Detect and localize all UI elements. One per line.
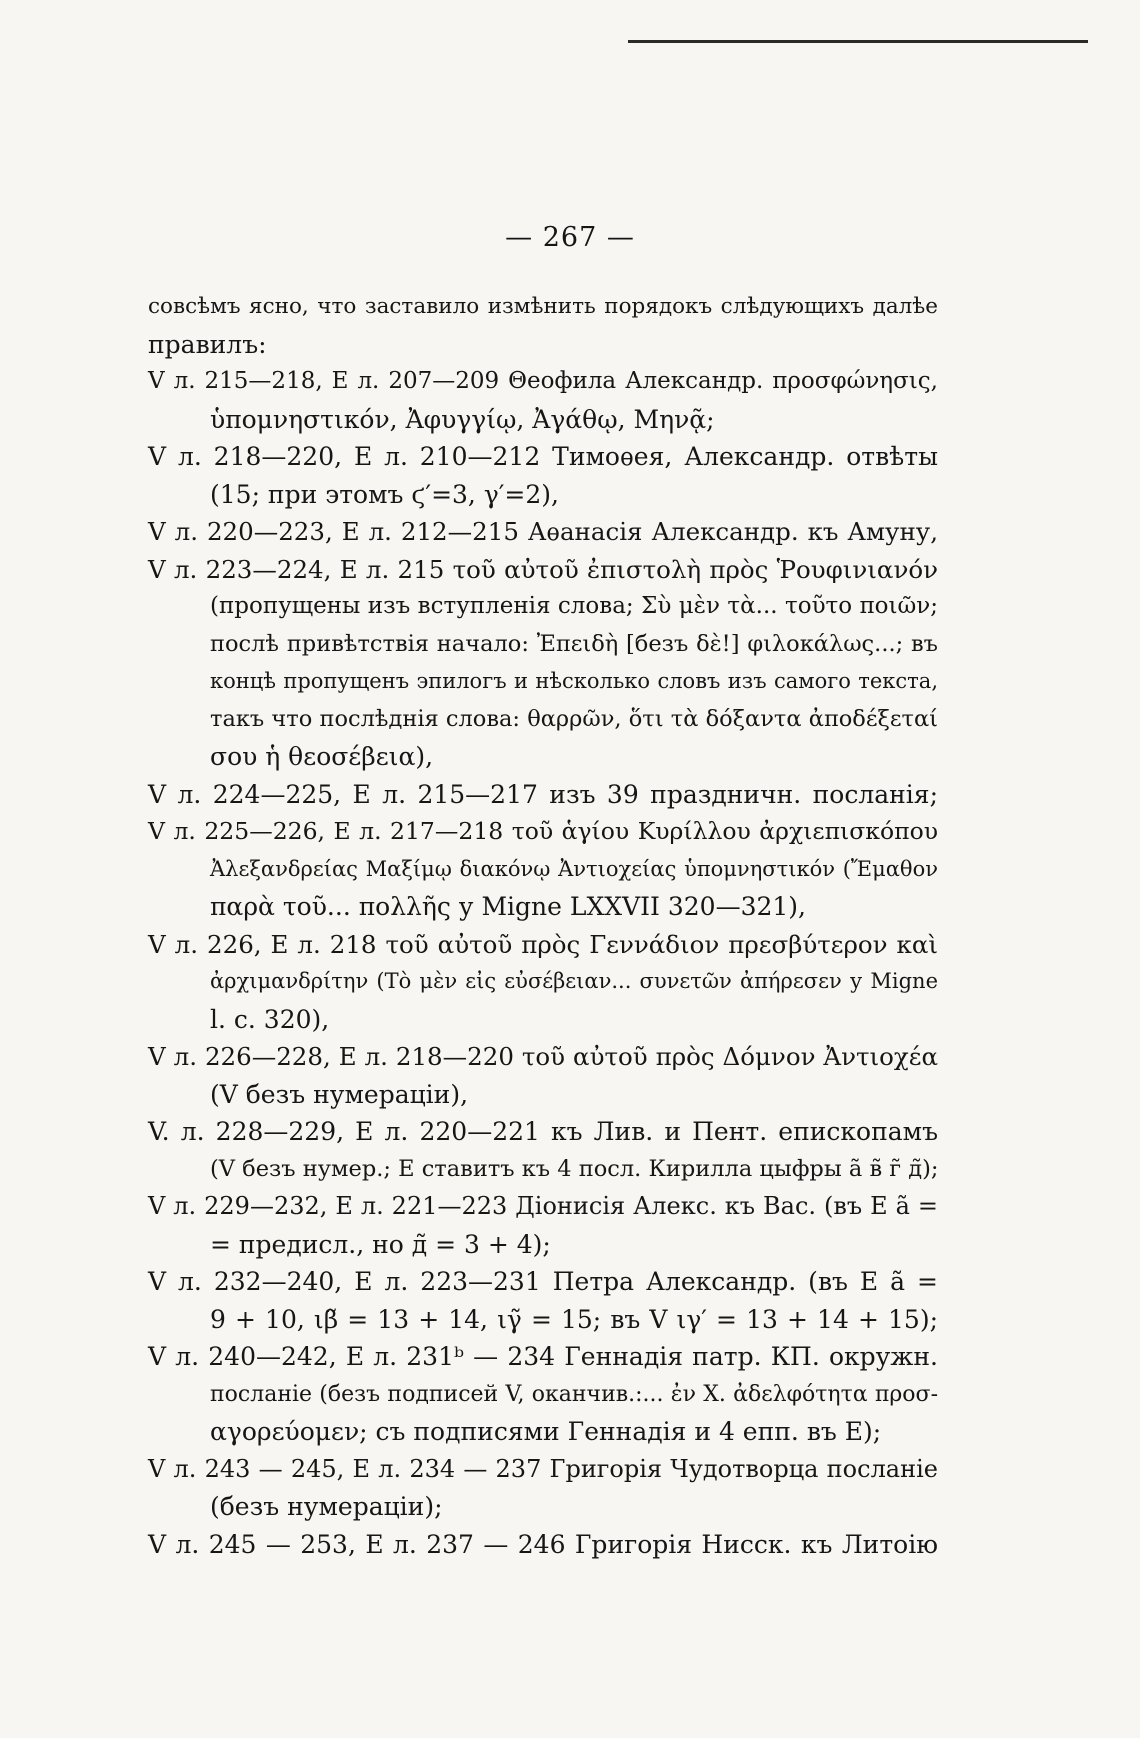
text-line: V л. 225—226, Е л. 217—218 τοῦ ἁγίου Κυρίλλου ἀρχιεπισκόπου [148,817,938,845]
text-line: совсѣмъ ясно, что заставило измѣнить порядокъ слѣдующихъ далѣе [148,294,938,319]
text-line: αγορεύομεν; съ подписями Геннадія и 4 епп. въ Е); [210,1417,882,1446]
text-line: V. л. 228—229, Е л. 220—221 къ Лив. и Пент. епископамъ [148,1117,938,1146]
text-line: παρὰ τοῦ... πολλῆς у Migne LXXVII 320—321), [210,892,806,921]
text-line: V л. 245 — 253, Е л. 237 — 246 Григорія Нисск. къ Литоію [148,1529,938,1559]
text-line: V л. 223—224, Е л. 215 τοῦ αὐτοῦ ἐπιστολὴ πρὸς Ῥουφινιανόν [148,554,938,584]
text-line: послѣ привѣтствія начало: Ἐπειδὴ [безъ δὲ!] φιλοκάλως...; въ [210,630,938,657]
text-line: (пропущены изъ вступленія слова; Σὺ μὲν τὰ... τοῦτο ποιῶν; [210,593,938,619]
text-line: 9 + 10, ιβ̃ = 13 + 14, ιγ̃ = 15; въ V ιγ′ = 13 + 14 + 15); [210,1304,938,1334]
text-line: (15; при этомъ ϛ′=3, γ′=2), [210,479,559,509]
text-line: V л. 224—225, Е л. 215—217 изъ 39 праздничн. посланія; [148,779,938,809]
text-line: V л. 220—223, Е л. 212—215 Аѳанасія Александр. къ Амуну, [148,517,938,546]
text-block [148,288,938,1563]
text-line: V л. 226—228, Е л. 218—220 τοῦ αὐτοῦ πρὸς Δόμνον Ἀντιοχέα [148,1042,938,1071]
text-line: посланіе (безъ подписей V, оканчив.:... ἐν Χ. ἀδελφότητα προσ- [210,1381,938,1407]
text-line: = предисл., но д̃ = 3 + 4); [210,1229,551,1259]
text-line: правилъ: [148,329,267,359]
text-line: ἀρχιμανδρίτην (Τὸ μὲν εἰς εὐσέβειαν... συνετῶν ἀπήρεσεν у Migne [210,969,938,993]
text-line: (безъ нумераціи); [210,1492,443,1521]
text-line: ὑπομνηστικόν, Ἀφυγγίῳ, Ἀγάθῳ, Μηνᾷ; [210,404,715,434]
text-line: V л. 218—220, Е л. 210—212 Тимоѳея, Александр. отвѣты [148,442,938,471]
page-number: — 267 — [505,222,635,253]
text-line: V л. 229—232, Е л. 221—223 Діонисія Алекс. къ Вас. (въ Е а̃ = [148,1192,938,1220]
text-line: такъ что послѣднія слова: θαρρῶν, ὅτι τὰ δόξαντα ἀποδέξεταί [210,705,938,732]
text-line: Ἀλεξανδρείας Μαξίμῳ διακόνῳ Ἀντιοχείας ὑπομνηστικόν (Ἔμαθον [210,856,938,881]
text-line: V л. 226, Е л. 218 τοῦ αὐτοῦ πρὸς Γεννάδιον πρεσβύτερον καὶ [148,929,938,959]
text-line: V л. 240—242, Е л. 231ᵇ — 234 Геннадія патр. КП. окружн. [148,1342,938,1371]
text-line: концѣ пропущенъ эпилогъ и нѣсколько словъ изъ самого текста, [210,669,938,693]
text-line: l. c. 320), [210,1004,330,1034]
text-line: (V безъ нумераціи), [210,1079,469,1109]
header-rule [628,40,1088,43]
text-line: σου ἡ θεοσέβεια), [210,742,434,771]
text-line: V л. 243 — 245, Е л. 234 — 237 Григорія Чудотворца посланіе [148,1454,938,1483]
text-line: V л. 232—240, Е л. 223—231 Петра Александр. (въ Е а̃ = [148,1267,938,1296]
text-line: (V безъ нумер.; Е ставитъ къ 4 посл. Кирилла цыфры а̃ в̃ г̃ д̃); [210,1155,939,1182]
text-line: V л. 215—218, Е л. 207—209 Θеофила Александр. προσφώνησις, [148,368,938,394]
